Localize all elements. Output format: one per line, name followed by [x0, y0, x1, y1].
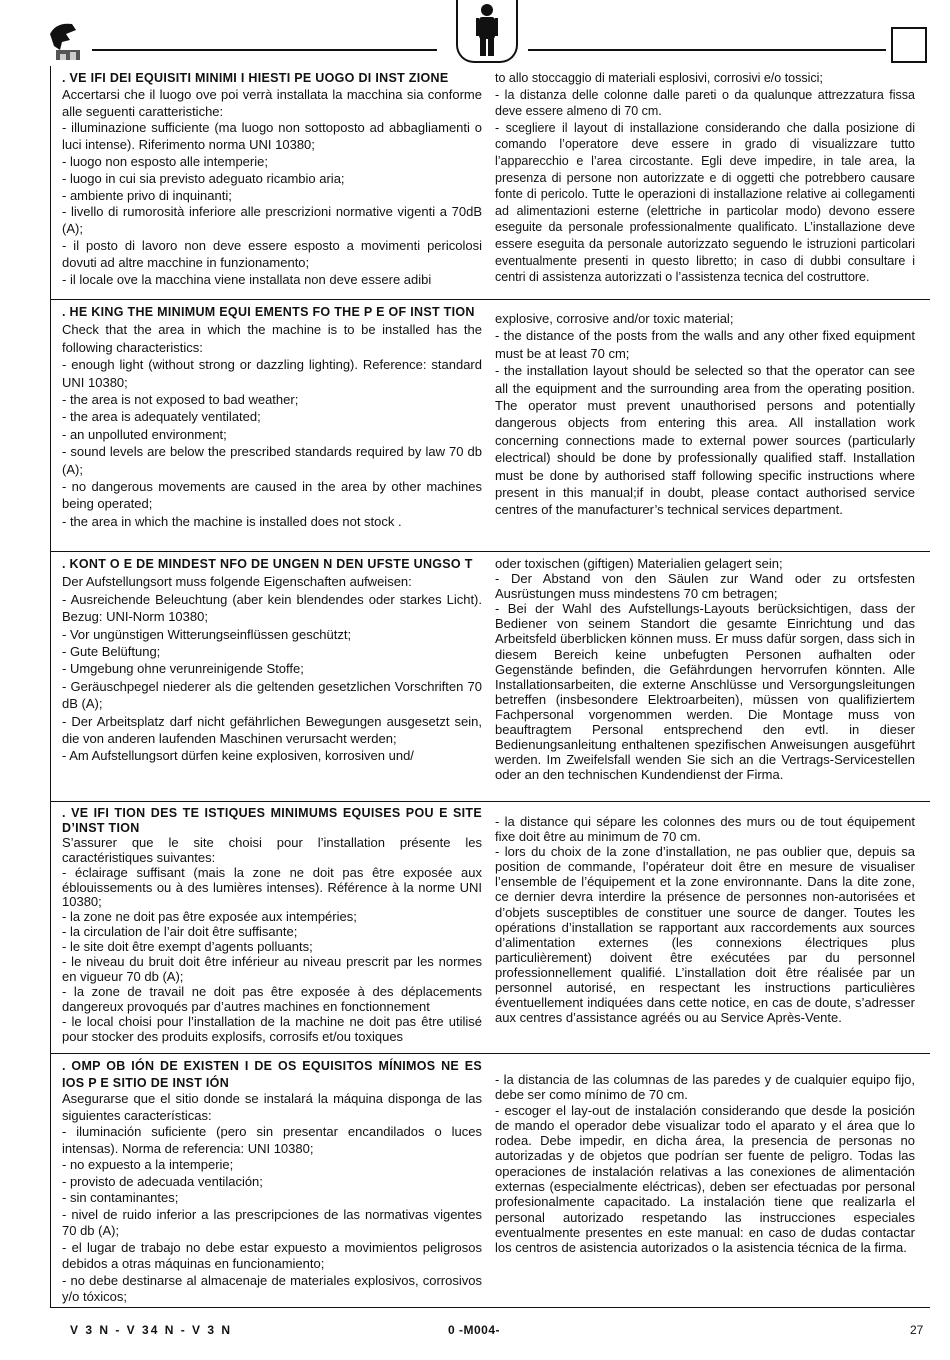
list-item: - an unpolluted environment;	[62, 426, 227, 442]
section-heading: . HE KING THE MINIMUM EQUI EMENTS FO THE P E OF INST TION	[62, 305, 475, 319]
paragraph: Der Aufstellungsort muss folgende Eigenschaften aufweisen:	[62, 574, 412, 590]
list-item: - the area is not exposed to bad weather;	[62, 392, 299, 408]
list-item: - luogo non esposto alle intemperie;	[62, 153, 268, 169]
list-item: - escoger el lay-out de instalación considerando que desde la posición de mando el operador debe visualizar todo el aparato y el área que lo rodea. Debe impedir, en dicha área, la presencia de personas no autorizadas y de objetos que podrían ser fuente de peligro. Todas las operaciones de instalación relativas a las conexiones de alimentación externas (especialmente eléctricas), deben ser efectuadas por personal profesionalmente capacitado. La instalación tiene que realizarla el personal autorizado respetando las instrucciones especiales eventualmente presentes en este manual: en caso de dudas contactar los centros de asistencia autorizados o la asistencia técnica de la firma.	[495, 1102, 915, 1256]
list-item: - Der Abstand von den Säulen zur Wand oder zu ortsfesten Ausrüstungen muss mindestens 70 cm betragen;	[495, 571, 915, 602]
paragraph: S’assurer que le site choisi pour l’installation présente les caractéristiques suivantes:	[62, 834, 482, 865]
column-right	[495, 556, 915, 782]
list-item: - le site doit être exempt d’agents polluants;	[62, 939, 313, 955]
section-heading: . VE IFI TION DES TE ISTIQUES MINIMUMS EQUISES POU E SITE D’INST TION	[62, 806, 482, 835]
list-item: - la zone ne doit pas être exposée aux intempéries;	[62, 909, 357, 925]
page-number: 27	[910, 1323, 924, 1337]
column-right	[495, 310, 915, 519]
section-divider	[50, 300, 51, 551]
list-item: - Ausreichende Beleuchtung (aber kein blendendes oder starkes Licht). Bezug: UNI-Norm 10380;	[62, 591, 482, 625]
section-fr	[50, 802, 930, 1054]
list-item: - Geräuschpegel niederer als die geltenden gesetzlichen Vorschriften 70 dB (A);	[62, 678, 482, 712]
section-divider	[50, 1054, 51, 1307]
section-heading: . VE IFI DEI EQUISITI MINIMI I HIESTI PE UOGO DI INST ZIONE	[62, 71, 449, 85]
list-item: - lors du choix de la zone d’installation, ne pas oublier que, depuis sa position de commande, l’opérateur doit être en mesure de visualiser l’ensemble de l’équipement et la zone environnante. Dans la dite zone, ce dernier devra interdire la présence de personnes non-autorisées et d’objets susceptibles de constituer une source de danger. Toutes les opérations d’installation se rapportant aux raccordements aux sources d’alimentation externes (les connexions électriques plus particulièrement) doivent être exécutées par du personnel professionnellement qualifié. L’installation doit être réalisée par un personnel autorisé, en respectant les instructions particulières éventuellement indiquées dans cette notice, en cas de doute, s’adresser aux centres d’assistance agréés ou au Service Après-Vente.	[495, 844, 915, 1026]
list-item: - iluminación suficiente (pero sin presentar encandilados o luces intensas). Norma de referencia: UNI 10380;	[62, 1124, 482, 1156]
list-item: - scegliere il layout di installazione considerando che dalla posizione di comando l’operatore deve essere in grado di visualizzare tutto l’apparecchio e l’area circostante. Egli deve impedire, in tale area, la presenza di persone non autorizzate e di oggetti che potrebbero causare fonte di pericolo. Tutte le operazioni di installazione relative ai collegamenti ad alimentazioni esterne (elettriche in particolar modo) devono essere eseguite da personale professionalmente qualificato. L’installazione deve essere eseguita da personale autorizzato seguendo le istruzioni particolari eventualmente presenti in questo libretto; in caso di dubbi consultare i centri di assistenza autorizzati o l’assistenza tecnica del costruttore.	[495, 120, 915, 285]
list-item: - il posto di lavoro non deve essere esposto a movimenti pericolosi dovuti ad altre macchine in funzionamento;	[62, 237, 482, 270]
section-divider	[50, 66, 51, 299]
paragraph: Asegurarse que el sitio donde se instalará la máquina disponga de las siguientes características:	[62, 1091, 482, 1123]
list-item: - no expuesto a la intemperie;	[62, 1157, 234, 1172]
column-right	[495, 1072, 915, 1256]
list-item: - la circulation de l’air doit être suffisante;	[62, 924, 298, 940]
column-left	[62, 1058, 482, 1306]
list-item: - sound levels are below the prescribed standards required by law 70 db (A);	[62, 444, 482, 477]
list-item: - provisto de adecuada ventilación;	[62, 1173, 263, 1189]
list-item: - la distance qui sépare les colonnes des murs ou de tout équipement fixe doit être au minimum de 70 cm.	[495, 814, 915, 845]
section-heading: . OMP OB IÓN DE EXISTEN I DE OS EQUISITOS MÍNIMOS NE ES IOS P E SITIO DE INST IÓN	[62, 1059, 482, 1090]
paragraph: Check that the area in which the machine is to be installed has the following characteristics:	[62, 322, 482, 355]
footer-models: V 3 N - V 34 N - V 3 N	[70, 1323, 233, 1337]
header-rule-left	[92, 49, 437, 51]
section-es	[50, 1054, 930, 1308]
section-divider	[50, 552, 51, 801]
operator-person-icon	[456, 0, 518, 63]
column-left	[62, 806, 482, 1045]
list-item: - Vor ungünstigen Witterungseinflüssen geschützt;	[62, 626, 352, 642]
section-de	[50, 552, 930, 802]
list-item: - illuminazione sufficiente (ma luogo non sottoposto ad abbagliamenti o luci intense). Riferimento norma UNI 10380;	[62, 120, 482, 153]
header-square-box	[891, 27, 927, 63]
list-item: - the installation layout should be selected so that the operator can see all the equipment and the surrounding area from the operating position. The operator must prevent unauthorised persons and potentially dangerous objects from entering this area. All installation work concerning connections made to external power sources (particularly electrical) should be done by professionally qualified staff. Installation must be done by authorised staff following specific instructions where present in this manual;if in doubt, please contact authorised service centres of the manufacturer’s technical services department.	[495, 363, 915, 518]
list-item: - the area in which the machine is installed does not stock .	[62, 513, 402, 529]
list-item: - le local choisi pour l’installation de la machine ne doit pas être utilisé pour stocker des produits explosifs, corrosifs et/ou toxiques	[62, 1013, 482, 1044]
footer-code: 0 -M004-	[448, 1323, 501, 1337]
column-left	[62, 70, 482, 288]
paragraph: Accertarsi che il luogo ove poi verrà installata la macchina sia conforme alle seguenti caratteristiche:	[62, 86, 482, 119]
list-item: - Umgebung ohne verunreinigende Stoffe;	[62, 661, 304, 677]
list-item: - the area is adequately ventilated;	[62, 409, 261, 425]
list-item: - nivel de ruido inferior a las prescripciones de las normativas vigentes 70 db (A);	[62, 1206, 482, 1238]
list-item: - the distance of the posts from the walls and any other fixed equipment must be at least 70 cm;	[495, 328, 915, 361]
paragraph: explosive, corrosive and/or toxic material;	[495, 311, 734, 326]
paragraph: to allo stoccaggio di materiali esplosivi, corrosivi e/o tossici;	[495, 71, 823, 85]
column-right	[495, 814, 915, 1025]
list-item: - Der Arbeitsplatz darf nicht gefährlichen Bewegungen ausgesetzt sein, die von anderen laufenden Maschinen verursacht werden;	[62, 713, 482, 747]
list-item: - no debe destinarse al almacenaje de materiales explosivos, corrosivos y/o tóxicos;	[62, 1272, 482, 1304]
section-heading: . KONT O E DE MINDEST NFO DE UNGEN N DEN UFSTE UNGSO T	[62, 557, 473, 571]
list-item: - il locale ove la macchina viene installata non deve essere adibi	[62, 271, 432, 287]
list-item: - Am Aufstellungsort dürfen keine explosiven, korrosiven und/	[62, 748, 414, 764]
column-left	[62, 556, 482, 765]
list-item: - el lugar de trabajo no debe estar expuesto a movimientos peligrosos debidos a otras máquinas en funcionamiento;	[62, 1239, 482, 1271]
column-left	[62, 304, 482, 530]
list-item: - ambiente privo di inquinanti;	[62, 187, 232, 203]
list-item: - enough light (without strong or dazzling lighting). Reference: standard UNI 10380;	[62, 357, 482, 390]
list-item: - la distancia de las columnas de las paredes y de cualquier equipo fijo, debe ser como mínimo de 70 cm.	[495, 1072, 915, 1103]
header-rule-right	[528, 49, 886, 51]
list-item: - la distanza delle colonne dalle pareti o da qualunque attrezzatura fissa deve essere almeno di 70 cm.	[495, 87, 915, 119]
section-en	[50, 300, 930, 552]
list-item: - Bei der Wahl des Aufstellungs-Layouts berücksichtigen, dass der Bediener von seinem Standort die gesamte Einrichtung und das Arbeitsfeld überblicken können muss. Er muss dafür sorgen, dass sich in diesem Bereich keine unbefugten Personen aufhalten oder Gegenstände befinden, die Gefährdungen hervorrufen könnten. Alle Installationsarbeiten, die externe Anschlüsse und Versorgungsleitungen betreffen (insbesondere Elektroarbeiten), müssen von qualifiziertem Fachpersonal vorgenommen werden. Die Montage muss von beauftragtem Personal entsprechend den evtl. in dieser Bedienungsanleitung enthaltenen spezifischen Anweisungen ausgeführt werden. Im Zweifelsfall wenden Sie sich an die Vertrags-Servicestellen oder an den technischen Kundendienst der Firma.	[495, 601, 915, 783]
list-item: - la zone de travail ne doit pas être exposée à des déplacements dangereux provoqués par d’autres machines en fonctionnement	[62, 983, 482, 1014]
section-it	[50, 66, 930, 300]
list-item: - luogo in cui sia previsto adeguato ricambio aria;	[62, 170, 345, 186]
section-divider	[50, 802, 51, 1053]
list-item: - le niveau du bruit doit être inférieur au niveau prescrit par les normes en vigueur 70 db (A);	[62, 954, 482, 984]
paragraph: oder toxischen (giftigen) Materialien gelagert sein;	[495, 556, 783, 571]
list-item: - Gute Belüftung;	[62, 644, 161, 660]
brand-logo-icon	[46, 20, 86, 62]
list-item: - éclairage suffisant (mais la zone ne doit pas être exposée aux éblouissements ou à des lumières intenses). Référence à la norme UNI 10380;	[62, 864, 482, 910]
list-item: - sin contaminantes;	[62, 1190, 179, 1205]
list-item: - livello di rumorosità inferiore alle prescrizioni normative vigenti a 70dB (A);	[62, 204, 482, 237]
column-right	[495, 70, 915, 286]
list-item: - no dangerous movements are caused in the area by other machines being operated;	[62, 479, 482, 512]
